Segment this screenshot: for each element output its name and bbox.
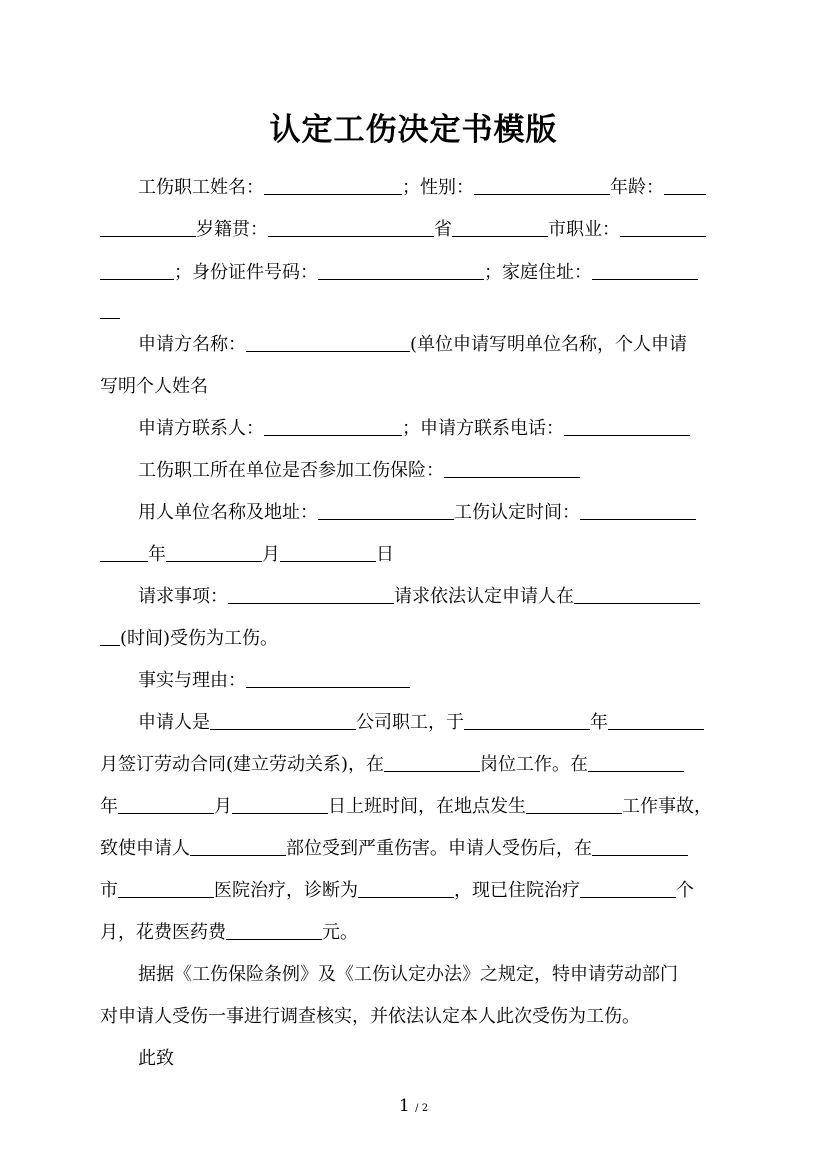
province-label: 省 xyxy=(434,219,452,240)
narrative-text: 月 xyxy=(214,796,232,817)
position-blank xyxy=(384,752,480,772)
narrative-text: 日上班时间，在地点发生 xyxy=(328,796,526,817)
worker-info-line-1 xyxy=(138,175,768,201)
applicant-name-line xyxy=(138,332,768,358)
narrative-text: 致使申请人 xyxy=(100,838,190,859)
worker-info-line-3 xyxy=(100,260,730,286)
employer-label: 用人单位名称及地址： xyxy=(138,502,318,523)
applicant-contact-blank xyxy=(264,416,402,436)
narrative-line-3 xyxy=(100,794,730,820)
month-blank xyxy=(166,542,262,562)
page-number xyxy=(0,1096,827,1116)
facts-label: 事实与理由： xyxy=(138,670,246,691)
age-label: 年龄： xyxy=(610,177,664,198)
worker-name-blank xyxy=(264,175,402,195)
gender-label: 性别： xyxy=(420,177,474,198)
occupation-blank xyxy=(620,217,706,237)
narrative-text: 月，花费医药费 xyxy=(100,922,226,943)
year-blank xyxy=(100,542,148,562)
applicant-contact-line xyxy=(138,416,768,442)
narrative-text: 个 xyxy=(676,880,694,901)
employer-blank xyxy=(318,500,454,520)
applicant-phone-blank xyxy=(564,416,690,436)
hospital-months-blank xyxy=(580,878,676,898)
narrative-text: 市 xyxy=(100,880,118,901)
medical-cost-blank xyxy=(226,920,322,940)
narrative-line-2 xyxy=(100,752,730,778)
request-line-2 xyxy=(100,626,730,652)
narrative-line-5 xyxy=(100,878,730,904)
recognition-time-label: 工伤认定时间： xyxy=(454,502,580,523)
request-line xyxy=(138,584,768,610)
gender-blank xyxy=(474,175,610,195)
age-blank xyxy=(664,175,706,195)
narrative-text: 医院治疗，诊断为 xyxy=(214,880,358,901)
current-page: 1 xyxy=(398,1096,410,1116)
applicant-phone-label: 申请方联系电话： xyxy=(420,418,564,439)
total-pages: / 2 xyxy=(415,1103,429,1114)
separator: ； xyxy=(402,177,420,198)
occupation-blank-cont xyxy=(100,260,174,280)
insurance-label: 工伤职工所在单位是否参加工伤保险： xyxy=(138,460,444,481)
facts-line xyxy=(138,668,768,694)
month-label: 月 xyxy=(262,544,280,565)
home-address-label: 家庭住址： xyxy=(502,262,592,283)
insurance-blank xyxy=(444,458,580,478)
applicant-name-label: 申请方名称： xyxy=(138,334,246,355)
day-label: 日 xyxy=(376,544,394,565)
basis-line-2 xyxy=(100,1004,730,1030)
native-place-blank xyxy=(268,217,434,237)
injury-part-blank xyxy=(190,836,286,856)
worker-info-line-4 xyxy=(100,299,730,325)
narrative-text: 元。 xyxy=(322,922,358,943)
document-title: 认定工伤决定书模版 xyxy=(269,112,558,148)
applicant-name-note: (单位申请写明单位名称，个人申请 xyxy=(410,334,688,355)
narrative-text: 年 xyxy=(100,796,118,817)
accident-place-blank xyxy=(526,794,622,814)
contract-month-blank xyxy=(608,710,704,730)
narrative-text: 公司职工，于 xyxy=(356,712,464,733)
closing-text: 此致 xyxy=(138,1048,174,1069)
applicant-name-note-line xyxy=(100,374,730,400)
narrative-line-4 xyxy=(100,836,730,862)
accident-year-blank xyxy=(588,752,684,772)
applicant-contact-label: 申请方联系人： xyxy=(138,418,264,439)
request-time-blank xyxy=(574,584,700,604)
narrative-text: ，现已住院治疗 xyxy=(454,880,580,901)
request-text: 请求依法认定申请人在 xyxy=(394,586,574,607)
home-address-blank-cont xyxy=(100,299,120,319)
facts-blank xyxy=(246,668,410,688)
separator: ； xyxy=(402,418,420,439)
closing-line xyxy=(138,1046,768,1072)
worker-name-label: 工伤职工姓名： xyxy=(138,177,264,198)
basis-text: 对申请人受伤一事进行调查核实，并依法认定本人此次受伤为工伤。 xyxy=(100,1006,640,1027)
narrative-text: 岗位工作。在 xyxy=(480,754,589,775)
company-blank xyxy=(210,710,356,730)
id-number-label: 身份证件号码： xyxy=(192,262,318,283)
request-tail: (时间)受伤为工伤。 xyxy=(120,628,279,649)
accident-month-blank xyxy=(118,794,214,814)
narrative-text: 月签订劳动合同(建立劳动关系)，在 xyxy=(100,754,385,775)
recognition-time-blank xyxy=(580,500,696,520)
recognition-date-line xyxy=(100,542,730,568)
native-place-label: 岁籍贯： xyxy=(196,219,268,240)
request-blank xyxy=(228,584,394,604)
home-address-blank xyxy=(592,260,698,280)
insurance-line xyxy=(138,458,768,484)
employer-line xyxy=(138,500,768,526)
applicant-name-blank xyxy=(246,332,410,352)
separator: ； xyxy=(174,262,192,283)
separator: ； xyxy=(484,262,502,283)
narrative-text: 申请人是 xyxy=(138,712,210,733)
id-number-blank xyxy=(318,260,484,280)
hospital-blank xyxy=(118,878,214,898)
province-blank xyxy=(452,217,548,237)
request-time-blank-cont xyxy=(100,626,120,646)
narrative-line-6 xyxy=(100,920,730,946)
accident-day-blank xyxy=(232,794,328,814)
narrative-text: 工作事故， xyxy=(622,796,712,817)
age-blank-cont xyxy=(100,217,196,237)
contract-year-blank xyxy=(464,710,590,730)
narrative-text: 年 xyxy=(590,712,608,733)
city-occupation-label: 市职业： xyxy=(548,219,620,240)
applicant-name-note-cont: 写明个人姓名 xyxy=(100,376,208,397)
basis-text: 据据《工伤保险条例》及《工伤认定办法》之规定，特申请劳动部门 xyxy=(138,964,678,985)
narrative-line-1 xyxy=(138,710,768,736)
narrative-text: 部位受到严重伤害。申请人受伤后，在 xyxy=(286,838,592,859)
day-blank xyxy=(280,542,376,562)
year-label: 年 xyxy=(148,544,166,565)
diagnosis-blank xyxy=(358,878,454,898)
basis-line-1 xyxy=(138,962,768,988)
hospital-city-blank xyxy=(592,836,688,856)
worker-info-line-2 xyxy=(100,217,730,243)
request-label: 请求事项： xyxy=(138,586,228,607)
